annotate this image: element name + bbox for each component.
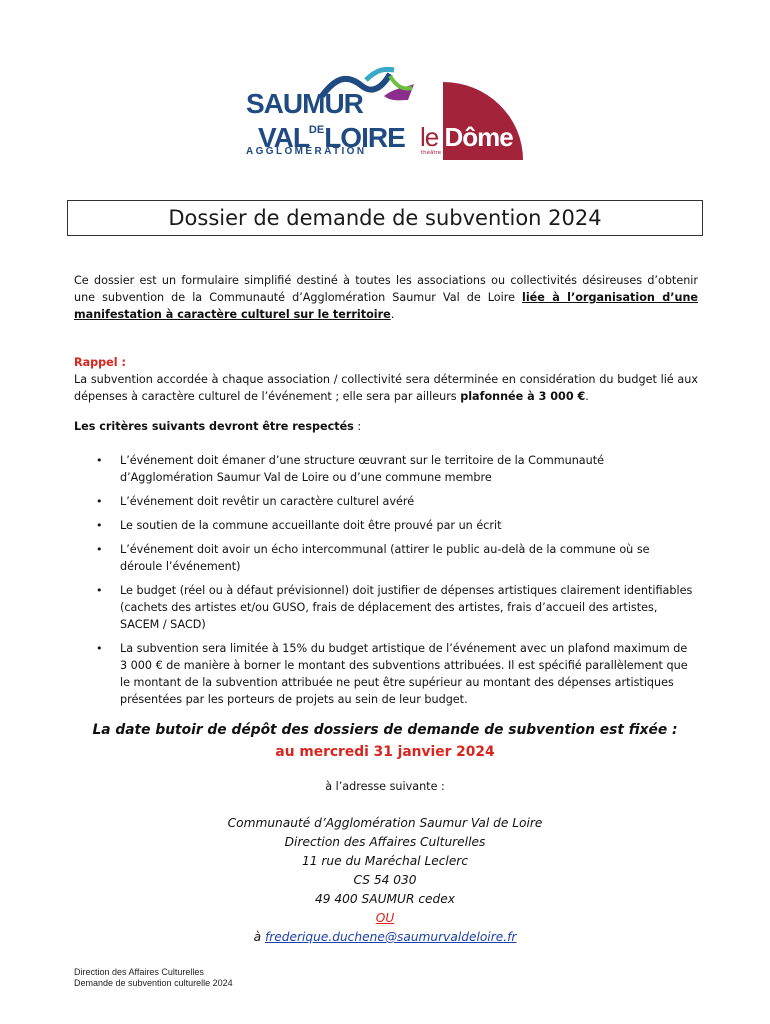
logo-line2: $VAL^{DE}LOIRE$ bbox=[258, 122, 405, 153]
rappel-paragraph bbox=[74, 371, 698, 405]
intro-end: . bbox=[390, 308, 395, 321]
address-street: 11 rue du Maréchal Leclerc bbox=[301, 854, 469, 868]
address-dept: Direction des Affaires Culturelles bbox=[284, 835, 486, 849]
list-item bbox=[74, 640, 694, 708]
or-label: OU bbox=[375, 911, 395, 925]
intro-paragraph bbox=[74, 272, 698, 323]
address-cs: CS 54 030 bbox=[353, 873, 417, 887]
le-dome-logo bbox=[418, 82, 528, 160]
list-item bbox=[74, 493, 694, 510]
criterion-text: Le budget (réel ou à défaut prévisionnel) doit justifier de dépenses artistiques clairement identifiables (cachets des artistes et/ou GUSO, frais de déplacement des artistes, frais d’accueil des artistes, SACEM / SACD) bbox=[120, 584, 693, 631]
document-title-box bbox=[67, 200, 703, 236]
address-org: Communauté d’Agglomération Saumur Val de Loire bbox=[227, 816, 543, 830]
bullet-icon: • bbox=[96, 584, 103, 597]
criteria-heading bbox=[74, 418, 698, 435]
document-title: Dossier de demande de subvention 2024 bbox=[168, 206, 602, 230]
rappel-end: . bbox=[585, 390, 589, 403]
rappel-cap: plafonnée à 3 000 € bbox=[460, 390, 586, 403]
list-item bbox=[74, 452, 694, 486]
footer-line1: Direction des Affaires Culturelles bbox=[74, 967, 204, 977]
criterion-text: La subvention sera limitée à 15% du budget artistique de l’événement avec un plafond maximum de 3 000 € de manière à borner le montant des subventions attribuées. Il est spécifié parallèlement que le montant de la subvention attribuée ne peut être supérieur au montant des dépenses artistiques présentées par les porteurs de projets au sein de leur budget. bbox=[120, 642, 688, 706]
address-email-line bbox=[0, 928, 770, 947]
bullet-icon: • bbox=[96, 454, 103, 467]
footer-line2: Demande de subvention culturelle 2024 bbox=[74, 978, 233, 988]
list-item bbox=[74, 517, 694, 534]
saumur-val-de-loire-logo bbox=[244, 66, 416, 158]
list-item bbox=[74, 582, 694, 633]
rappel-heading: Rappel : bbox=[74, 356, 126, 369]
bullet-icon: • bbox=[96, 543, 103, 556]
postal-address bbox=[0, 814, 770, 947]
criterion-text: L’événement doit émaner d’une structure œuvrant sur le territoire de la Communauté d’Agglomération Saumur Val de Loire ou d’une commune membre bbox=[120, 454, 605, 484]
criterion-text: L’événement doit revêtir un caractère culturel avéré bbox=[120, 495, 415, 508]
intro-emphasis: liée à l’organisation d’une manifestation à caractère culturel sur le territoire bbox=[74, 291, 698, 321]
criteria-heading-end: : bbox=[353, 420, 362, 433]
logo-line1: SAUMUR bbox=[246, 88, 363, 119]
criteria-list bbox=[74, 452, 694, 715]
rappel-text: La subvention accordée à chaque association / collectivité sera déterminée en considération du budget lié aux dépenses à caractère culturel de l’événement ; elle sera par ailleurs bbox=[74, 373, 698, 403]
criterion-text: Le soutien de la commune accueillante doit être prouvé par un écrit bbox=[120, 519, 502, 532]
address-or bbox=[0, 909, 770, 928]
email-link[interactable]: frederique.duchene@saumurvaldeloire.fr bbox=[264, 930, 517, 944]
dome-logo-text: le Dôme bbox=[420, 122, 513, 152]
page-footer bbox=[74, 967, 233, 989]
dome-logo-subtitle: théâtre · lieu culturel et artistique bbox=[421, 150, 514, 156]
logo-line3: AGGLOMÉRATION bbox=[246, 146, 367, 157]
bullet-icon: • bbox=[96, 519, 103, 532]
address-intro: à l’adresse suivante : bbox=[325, 780, 445, 793]
email-prefix: à bbox=[253, 930, 265, 944]
list-item bbox=[74, 541, 694, 575]
bullet-icon: • bbox=[96, 642, 103, 655]
address-city: 49 400 SAUMUR cedex bbox=[315, 892, 455, 906]
bullet-icon: • bbox=[96, 495, 103, 508]
deadline-date: au mercredi 31 janvier 2024 bbox=[275, 744, 495, 760]
deadline-statement: La date butoir de dépôt des dossiers de demande de subvention est fixée : bbox=[92, 722, 678, 738]
criterion-text: L’événement doit avoir un écho intercommunal (attirer le public au-delà de la commune où se déroule l’événement) bbox=[120, 543, 650, 573]
intro-text: Ce dossier est un formulaire simplifié destiné à toutes les associations ou collectivités désireuses d’obtenir une subvention de la Communauté d’Agglomération Saumur Val de Loire bbox=[74, 274, 698, 304]
criteria-heading-text: Les critères suivants devront être respectés bbox=[74, 420, 354, 433]
